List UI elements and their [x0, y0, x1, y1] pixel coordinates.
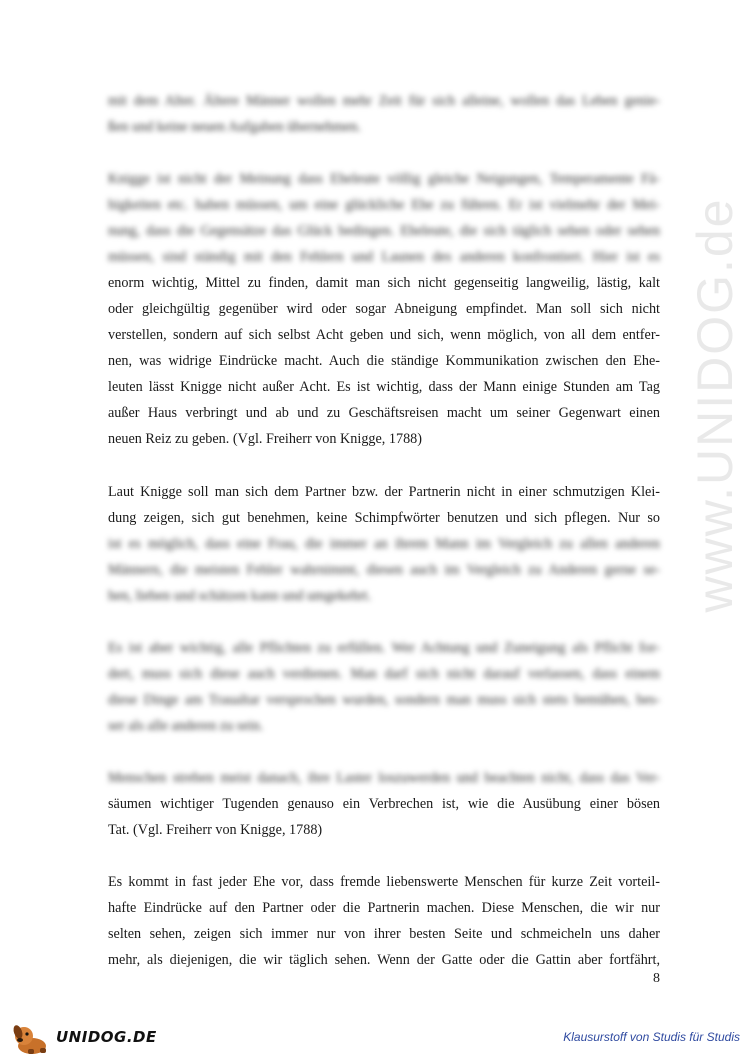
logo-text: UNIDOG.DE: [56, 1028, 157, 1046]
dog-mascot-icon: [10, 1020, 54, 1056]
text-line: ßen und keine neuen Aufgaben übernehmen.: [108, 119, 361, 135]
text-line: verstellen, sondern auf sich selbst Acht geben und sich, wenn möglich, von all dem entfer-: [108, 327, 660, 343]
text-line: diese Dinge am Traualtar versprochen wurden, sondern man muss sich stets bemühen, bes-: [108, 692, 660, 708]
text-line: außer Haus verbringt und ab und zu Geschäftsreisen macht um seiner Gegenwart einen: [108, 405, 660, 421]
text-line: dert, muss sich diese auch verdienen. Man darf sich nicht darauf verlassen, dass einem: [108, 666, 660, 682]
text-line: enorm wichtig, Mittel zu finden, damit man sich nicht gegenseitig langweilig, lästig, kalt: [108, 275, 660, 291]
watermark: www.UNIDOG.de: [687, 197, 743, 613]
unidog-logo[interactable]: [10, 1020, 160, 1056]
text-line: ist es möglich, dass eine Frau, die immer an ihrem Mann im Vergleich zu allen anderen: [108, 536, 660, 552]
footer-tagline: Klausurstoff von Studis für Studis: [563, 1030, 740, 1044]
text-line: Es kommt in fast jeder Ehe vor, dass fremde liebenswerte Menschen für kurze Zeit vorteil-: [108, 874, 660, 890]
text-line: neuen Reiz zu geben. (Vgl. Freiherr von Knigge, 1788): [108, 431, 423, 447]
text-line: Laut Knigge soll man sich dem Partner bzw. der Partnerin nicht in einer schmutzigen Klei-: [108, 484, 660, 500]
text-line: selten sehen, zeigen sich immer nur von ihrer besten Seite und schmeicheln uns daher: [108, 926, 660, 942]
text-line: leuten lässt Knigge nicht außer Acht. Es ist wichtig, dass der Mann einige Stunden am Tag: [108, 379, 660, 395]
text-line: Menschen streben meist danach, ihre Laster loszuwerden und beachten nicht, dass das Ver-: [108, 770, 660, 786]
text-line: Knigge ist nicht der Meinung dass Eheleute völlig gleiche Neigungen, Temperamente Fä-: [108, 171, 660, 187]
text-line: hen, lieben und schätzen kann und umgekehrt.: [108, 588, 372, 604]
text-line: nung, dass die Gegensätze das Glück bedingen. Eheleute, die sich täglich sehen oder sehen: [108, 223, 660, 239]
text-line: oder gleichgültig gegenüber wird oder sogar Abneigung empfindet. Man soll sich nicht: [108, 301, 660, 317]
text-line: hafte Eindrücke auf den Partner oder die Partnerin machen. Diese Menschen, die wir nur: [108, 900, 660, 916]
text-line: higkeiten etc. haben müssen, um eine glückliche Ehe zu führen. Er ist vielmehr der Mei-: [108, 197, 660, 213]
text-line: Männern, die meisten Fehler wahrnimmt, diesen auch im Vergleich zu Anderen gerne se-: [108, 562, 660, 578]
text-line: ser als alle anderen zu sein.: [108, 718, 264, 734]
text-line: dung zeigen, sich gut benehmen, keine Schimpfwörter benutzen und sich pflegen. Nur so: [108, 510, 660, 526]
text-line: nen, was widrige Eindrücke macht. Auch die ständige Kommunikation zwischen den Ehe-: [108, 353, 660, 369]
text-line: säumen wichtiger Tugenden genauso ein Verbrechen ist, wie die Ausübung einer bösen: [108, 796, 660, 812]
text-line: mit dem Alter. Ältere Männer wollen mehr Zeit für sich alleine, wollen das Leben genie-: [108, 93, 660, 109]
text-line: mehr, als diejenigen, die wir täglich sehen. Wenn der Gatte oder die Gattin aber fortfährt,: [108, 952, 660, 968]
page-number: 8: [653, 971, 660, 986]
text-line: Tat. (Vgl. Freiherr von Knigge, 1788): [108, 822, 323, 838]
text-line: Es ist aber wichtig, alle Pflichten zu erfüllen. Wer Achtung und Zuneigung als Pflicht for-: [108, 640, 660, 656]
text-line: müssen, sind ständig mit den Fehlern und Launen des anderen konfrontiert. Hier ist es: [108, 249, 660, 265]
